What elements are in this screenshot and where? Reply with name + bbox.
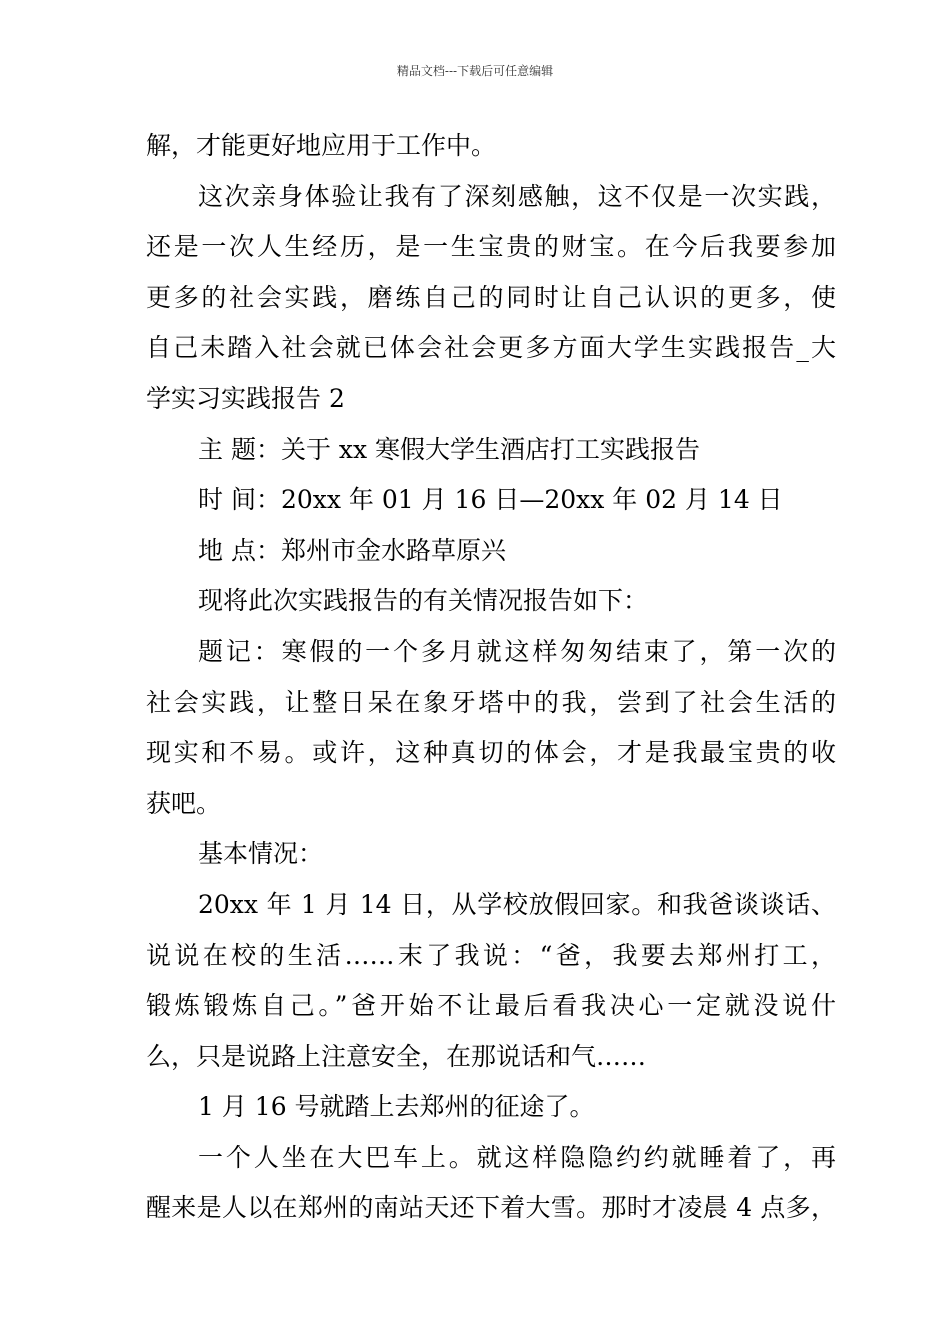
text-line: 主 题：关于 xx 寒假大学生酒店打工实践报告: [198, 434, 701, 464]
text-line: 时 间：20xx 年 01 月 16 日—20xx 年 02 月 14 日: [198, 485, 783, 515]
text-line: 解，才能更好地应用于工作中。: [146, 131, 497, 160]
page-header: 精品文档---下载后可任意编辑: [396, 64, 554, 78]
text-line: 获吧。: [146, 788, 222, 818]
text-line: 么，只是说路上注意安全，在那说话和气……: [146, 1041, 647, 1071]
text-line: 社会实践，让整日呆在象牙塔中的我，尝到了社会生活的: [146, 687, 836, 717]
text-line: 题记：寒假的一个多月就这样匆匆结束了，第一次的: [198, 636, 836, 666]
text-line: 地 点：郑州市金水路草原兴: [198, 535, 506, 565]
text-line: 现将此次实践报告的有关情况报告如下：: [198, 586, 649, 616]
text-line: 还是一次人生经历，是一生宝贵的财宝。在今后我要参加: [146, 232, 836, 262]
text-line: 锻炼锻炼自己。”爸开始不让最后看我决心一定就没说什: [146, 991, 836, 1021]
text-line: 现实和不易。或许，这种真切的体会，才是我最宝贵的收: [146, 738, 836, 768]
text-line: 学实习实践报告 2: [146, 383, 345, 413]
text-line: 更多的社会实践，磨练自己的同时让自己认识的更多，使: [146, 282, 836, 312]
text-line: 这次亲身体验让我有了深刻感触，这不仅是一次实践，: [198, 181, 836, 211]
text-line: 醒来是人以在郑州的南站天还下着大雪。那时才凌晨 4 点多，: [146, 1193, 836, 1223]
text-line: 基本情况：: [198, 839, 324, 869]
text-line: 自己未踏入社会就已体会社会更多方面大学生实践报告_大: [146, 333, 836, 363]
text-line: 1 月 16 号就踏上去郑州的征途了。: [198, 1092, 595, 1122]
text-line: 20xx 年 1 月 14 日，从学校放假回家。和我爸谈谈话、: [198, 889, 836, 919]
document-body: [146, 121, 836, 1234]
text-line: 一个人坐在大巴车上。就这样隐隐约约就睡着了，再: [198, 1142, 836, 1172]
text-line: 说说在校的生活……末了我说：“爸，我要去郑州打工，: [146, 940, 836, 970]
